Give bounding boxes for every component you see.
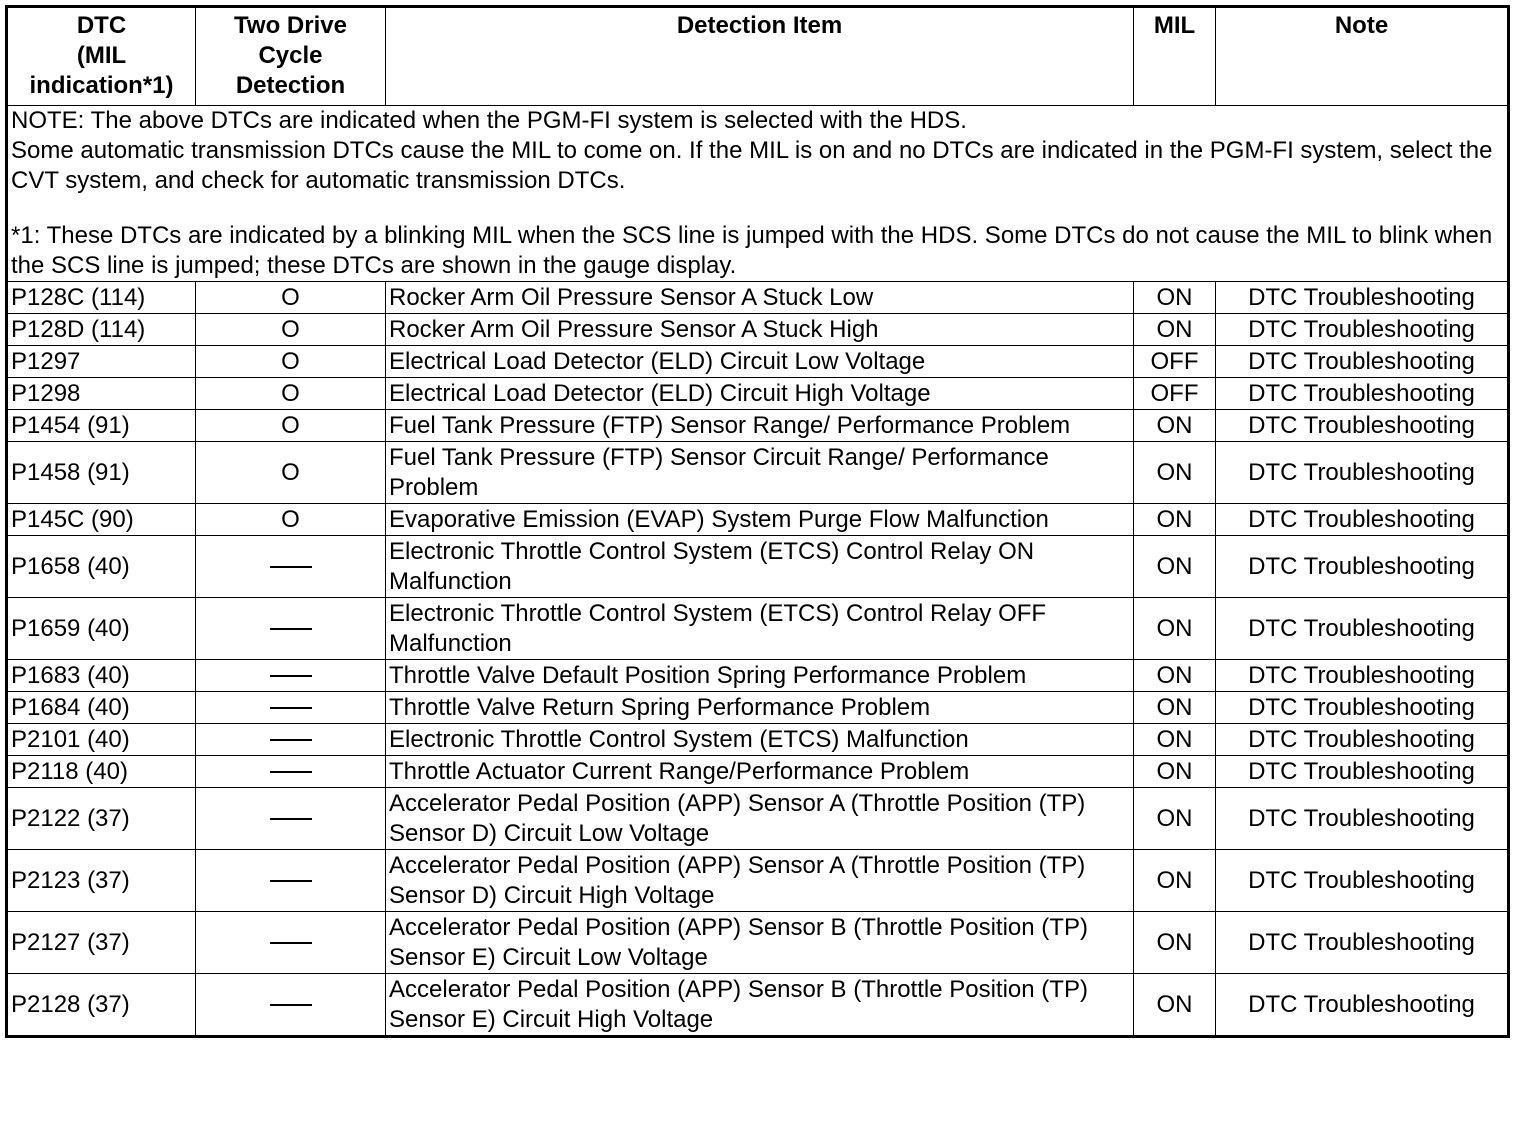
note-link-cell: DTC Troubleshooting bbox=[1216, 282, 1509, 314]
note-link-cell: DTC Troubleshooting bbox=[1216, 850, 1509, 912]
mil-cell: ON bbox=[1134, 788, 1216, 850]
detection-item-cell: Accelerator Pedal Position (APP) Sensor B (Throttle Position (TP) Sensor E) Circuit Low Voltage bbox=[386, 912, 1134, 974]
header-two-drive-line2: Cycle bbox=[258, 42, 323, 69]
header-dtc-line2: (MIL bbox=[76, 42, 127, 69]
note-link-cell: DTC Troubleshooting bbox=[1216, 756, 1509, 788]
table-row bbox=[7, 346, 1509, 378]
table-row bbox=[7, 756, 1509, 788]
mil-cell: ON bbox=[1134, 660, 1216, 692]
mil-cell: OFF bbox=[1134, 346, 1216, 378]
dash-mark bbox=[270, 880, 312, 882]
dtc-code-cell: P1684 (40) bbox=[7, 692, 196, 724]
dash-mark bbox=[270, 818, 312, 820]
two-drive-cycle-cell bbox=[196, 850, 386, 912]
note-link-cell: DTC Troubleshooting bbox=[1216, 660, 1509, 692]
detection-item-cell: Electronic Throttle Control System (ETCS) Malfunction bbox=[386, 724, 1134, 756]
two-drive-cycle-cell bbox=[196, 692, 386, 724]
table-row bbox=[7, 660, 1509, 692]
table-row bbox=[7, 410, 1509, 442]
two-drive-cycle-cell: O bbox=[196, 346, 386, 378]
mil-cell: ON bbox=[1134, 692, 1216, 724]
mil-cell: ON bbox=[1134, 756, 1216, 788]
note-link-cell: DTC Troubleshooting bbox=[1216, 912, 1509, 974]
mil-cell: ON bbox=[1134, 974, 1216, 1037]
dtc-code-cell: P2128 (37) bbox=[7, 974, 196, 1037]
two-drive-cycle-cell: O bbox=[196, 314, 386, 346]
detection-item-cell: Accelerator Pedal Position (APP) Sensor A (Throttle Position (TP) Sensor D) Circuit High Voltage bbox=[386, 850, 1134, 912]
dtc-code-cell: P2123 (37) bbox=[7, 850, 196, 912]
detection-item-cell: Fuel Tank Pressure (FTP) Sensor Range/ Performance Problem bbox=[386, 410, 1134, 442]
detection-item-cell: Accelerator Pedal Position (APP) Sensor B (Throttle Position (TP) Sensor E) Circuit High Voltage bbox=[386, 974, 1134, 1037]
dtc-code-cell: P1297 bbox=[7, 346, 196, 378]
header-two-drive-cycle bbox=[196, 7, 386, 106]
note-link-cell: DTC Troubleshooting bbox=[1216, 788, 1509, 850]
table-row bbox=[7, 504, 1509, 536]
dtc-code-cell: P1659 (40) bbox=[7, 598, 196, 660]
header-dtc bbox=[7, 7, 196, 106]
header-detection-item: Detection Item bbox=[386, 7, 1134, 106]
dtc-code-cell: P128C (114) bbox=[7, 282, 196, 314]
dash-mark bbox=[270, 707, 312, 709]
detection-item-cell: Electronic Throttle Control System (ETCS) Control Relay ON Malfunction bbox=[386, 536, 1134, 598]
detection-item-cell: Electronic Throttle Control System (ETCS) Control Relay OFF Malfunction bbox=[386, 598, 1134, 660]
two-drive-cycle-cell: O bbox=[196, 410, 386, 442]
dtc-code-cell: P2122 (37) bbox=[7, 788, 196, 850]
mil-cell: ON bbox=[1134, 442, 1216, 504]
dash-mark bbox=[270, 739, 312, 741]
two-drive-cycle-cell bbox=[196, 788, 386, 850]
mil-cell: OFF bbox=[1134, 378, 1216, 410]
table-row bbox=[7, 692, 1509, 724]
two-drive-cycle-cell: O bbox=[196, 378, 386, 410]
header-mil: MIL bbox=[1134, 7, 1216, 106]
table-row bbox=[7, 974, 1509, 1037]
note-row bbox=[7, 106, 1509, 282]
dtc-code-cell: P2101 (40) bbox=[7, 724, 196, 756]
two-drive-cycle-cell bbox=[196, 536, 386, 598]
detection-item-cell: Rocker Arm Oil Pressure Sensor A Stuck Low bbox=[386, 282, 1134, 314]
table-row bbox=[7, 314, 1509, 346]
dtc-code-cell: P1658 (40) bbox=[7, 536, 196, 598]
dash-mark bbox=[270, 771, 312, 773]
two-drive-cycle-cell: O bbox=[196, 504, 386, 536]
mil-cell: ON bbox=[1134, 850, 1216, 912]
header-row bbox=[7, 7, 1509, 106]
note-link-cell: DTC Troubleshooting bbox=[1216, 442, 1509, 504]
table-row bbox=[7, 850, 1509, 912]
note-link-cell: DTC Troubleshooting bbox=[1216, 724, 1509, 756]
two-drive-cycle-cell bbox=[196, 756, 386, 788]
note-link-cell: DTC Troubleshooting bbox=[1216, 598, 1509, 660]
mil-cell: ON bbox=[1134, 536, 1216, 598]
dtc-code-cell: P1458 (91) bbox=[7, 442, 196, 504]
detection-item-cell: Fuel Tank Pressure (FTP) Sensor Circuit Range/ Performance Problem bbox=[386, 442, 1134, 504]
two-drive-cycle-cell bbox=[196, 724, 386, 756]
dtc-code-cell: P128D (114) bbox=[7, 314, 196, 346]
header-dtc-line3: indication*1) bbox=[29, 72, 174, 99]
note-link-cell: DTC Troubleshooting bbox=[1216, 346, 1509, 378]
dtc-code-cell: P2118 (40) bbox=[7, 756, 196, 788]
dash-mark bbox=[270, 942, 312, 944]
mil-cell: ON bbox=[1134, 912, 1216, 974]
detection-item-cell: Throttle Valve Return Spring Performance Problem bbox=[386, 692, 1134, 724]
table-row bbox=[7, 788, 1509, 850]
two-drive-cycle-cell bbox=[196, 974, 386, 1037]
dtc-code-cell: P145C (90) bbox=[7, 504, 196, 536]
mil-cell: ON bbox=[1134, 314, 1216, 346]
note-cell bbox=[7, 106, 1509, 282]
mil-cell: ON bbox=[1134, 598, 1216, 660]
dash-mark bbox=[270, 628, 312, 630]
note-link-cell: DTC Troubleshooting bbox=[1216, 974, 1509, 1037]
dash-mark bbox=[270, 1004, 312, 1006]
dtc-code-cell: P1454 (91) bbox=[7, 410, 196, 442]
header-two-drive-line3: Detection bbox=[235, 72, 346, 99]
dtc-code-cell: P2127 (37) bbox=[7, 912, 196, 974]
note-link-cell: DTC Troubleshooting bbox=[1216, 692, 1509, 724]
note-link-cell: DTC Troubleshooting bbox=[1216, 504, 1509, 536]
detection-item-cell: Electrical Load Detector (ELD) Circuit High Voltage bbox=[386, 378, 1134, 410]
note-link-cell: DTC Troubleshooting bbox=[1216, 314, 1509, 346]
footnote: *1: These DTCs are indicated by a blinking MIL when the SCS line is jumped with the HDS. Some DTCs do not cause the MIL to blink when the SCS line is jumped; these DTCs are shown in the gauge display. bbox=[11, 222, 1493, 279]
mil-cell: ON bbox=[1134, 410, 1216, 442]
table-row bbox=[7, 442, 1509, 504]
note-line-1: NOTE: The above DTCs are indicated when the PGM-FI system is selected with the HDS. bbox=[11, 107, 967, 134]
detection-item-cell: Throttle Valve Default Position Spring Performance Problem bbox=[386, 660, 1134, 692]
detection-item-cell: Rocker Arm Oil Pressure Sensor A Stuck High bbox=[386, 314, 1134, 346]
table-row bbox=[7, 378, 1509, 410]
detection-item-cell: Accelerator Pedal Position (APP) Sensor A (Throttle Position (TP) Sensor D) Circuit Low Voltage bbox=[386, 788, 1134, 850]
two-drive-cycle-cell bbox=[196, 660, 386, 692]
table-row bbox=[7, 598, 1509, 660]
mil-cell: ON bbox=[1134, 504, 1216, 536]
note-link-cell: DTC Troubleshooting bbox=[1216, 378, 1509, 410]
note-line-2: Some automatic transmission DTCs cause the MIL to come on. If the MIL is on and no DTCs are indicated in the PGM-FI system, select the CVT system, and check for automatic transmission DTCs. bbox=[11, 137, 1493, 194]
dash-mark bbox=[270, 566, 312, 568]
note-link-cell: DTC Troubleshooting bbox=[1216, 536, 1509, 598]
dash-mark bbox=[270, 675, 312, 677]
dtc-table bbox=[5, 5, 1510, 1038]
header-two-drive-line1: Two Drive bbox=[234, 12, 347, 39]
detection-item-cell: Evaporative Emission (EVAP) System Purge Flow Malfunction bbox=[386, 504, 1134, 536]
two-drive-cycle-cell bbox=[196, 598, 386, 660]
detection-item-cell: Throttle Actuator Current Range/Performance Problem bbox=[386, 756, 1134, 788]
dtc-code-cell: P1298 bbox=[7, 378, 196, 410]
mil-cell: ON bbox=[1134, 724, 1216, 756]
two-drive-cycle-cell: O bbox=[196, 442, 386, 504]
table-row bbox=[7, 282, 1509, 314]
header-note: Note bbox=[1216, 7, 1509, 106]
detection-item-cell: Electrical Load Detector (ELD) Circuit Low Voltage bbox=[386, 346, 1134, 378]
mil-cell: ON bbox=[1134, 282, 1216, 314]
two-drive-cycle-cell: O bbox=[196, 282, 386, 314]
dtc-code-cell: P1683 (40) bbox=[7, 660, 196, 692]
table-row bbox=[7, 724, 1509, 756]
table-row bbox=[7, 536, 1509, 598]
table-row bbox=[7, 912, 1509, 974]
note-link-cell: DTC Troubleshooting bbox=[1216, 410, 1509, 442]
two-drive-cycle-cell bbox=[196, 912, 386, 974]
header-dtc-line1: DTC bbox=[76, 12, 127, 39]
